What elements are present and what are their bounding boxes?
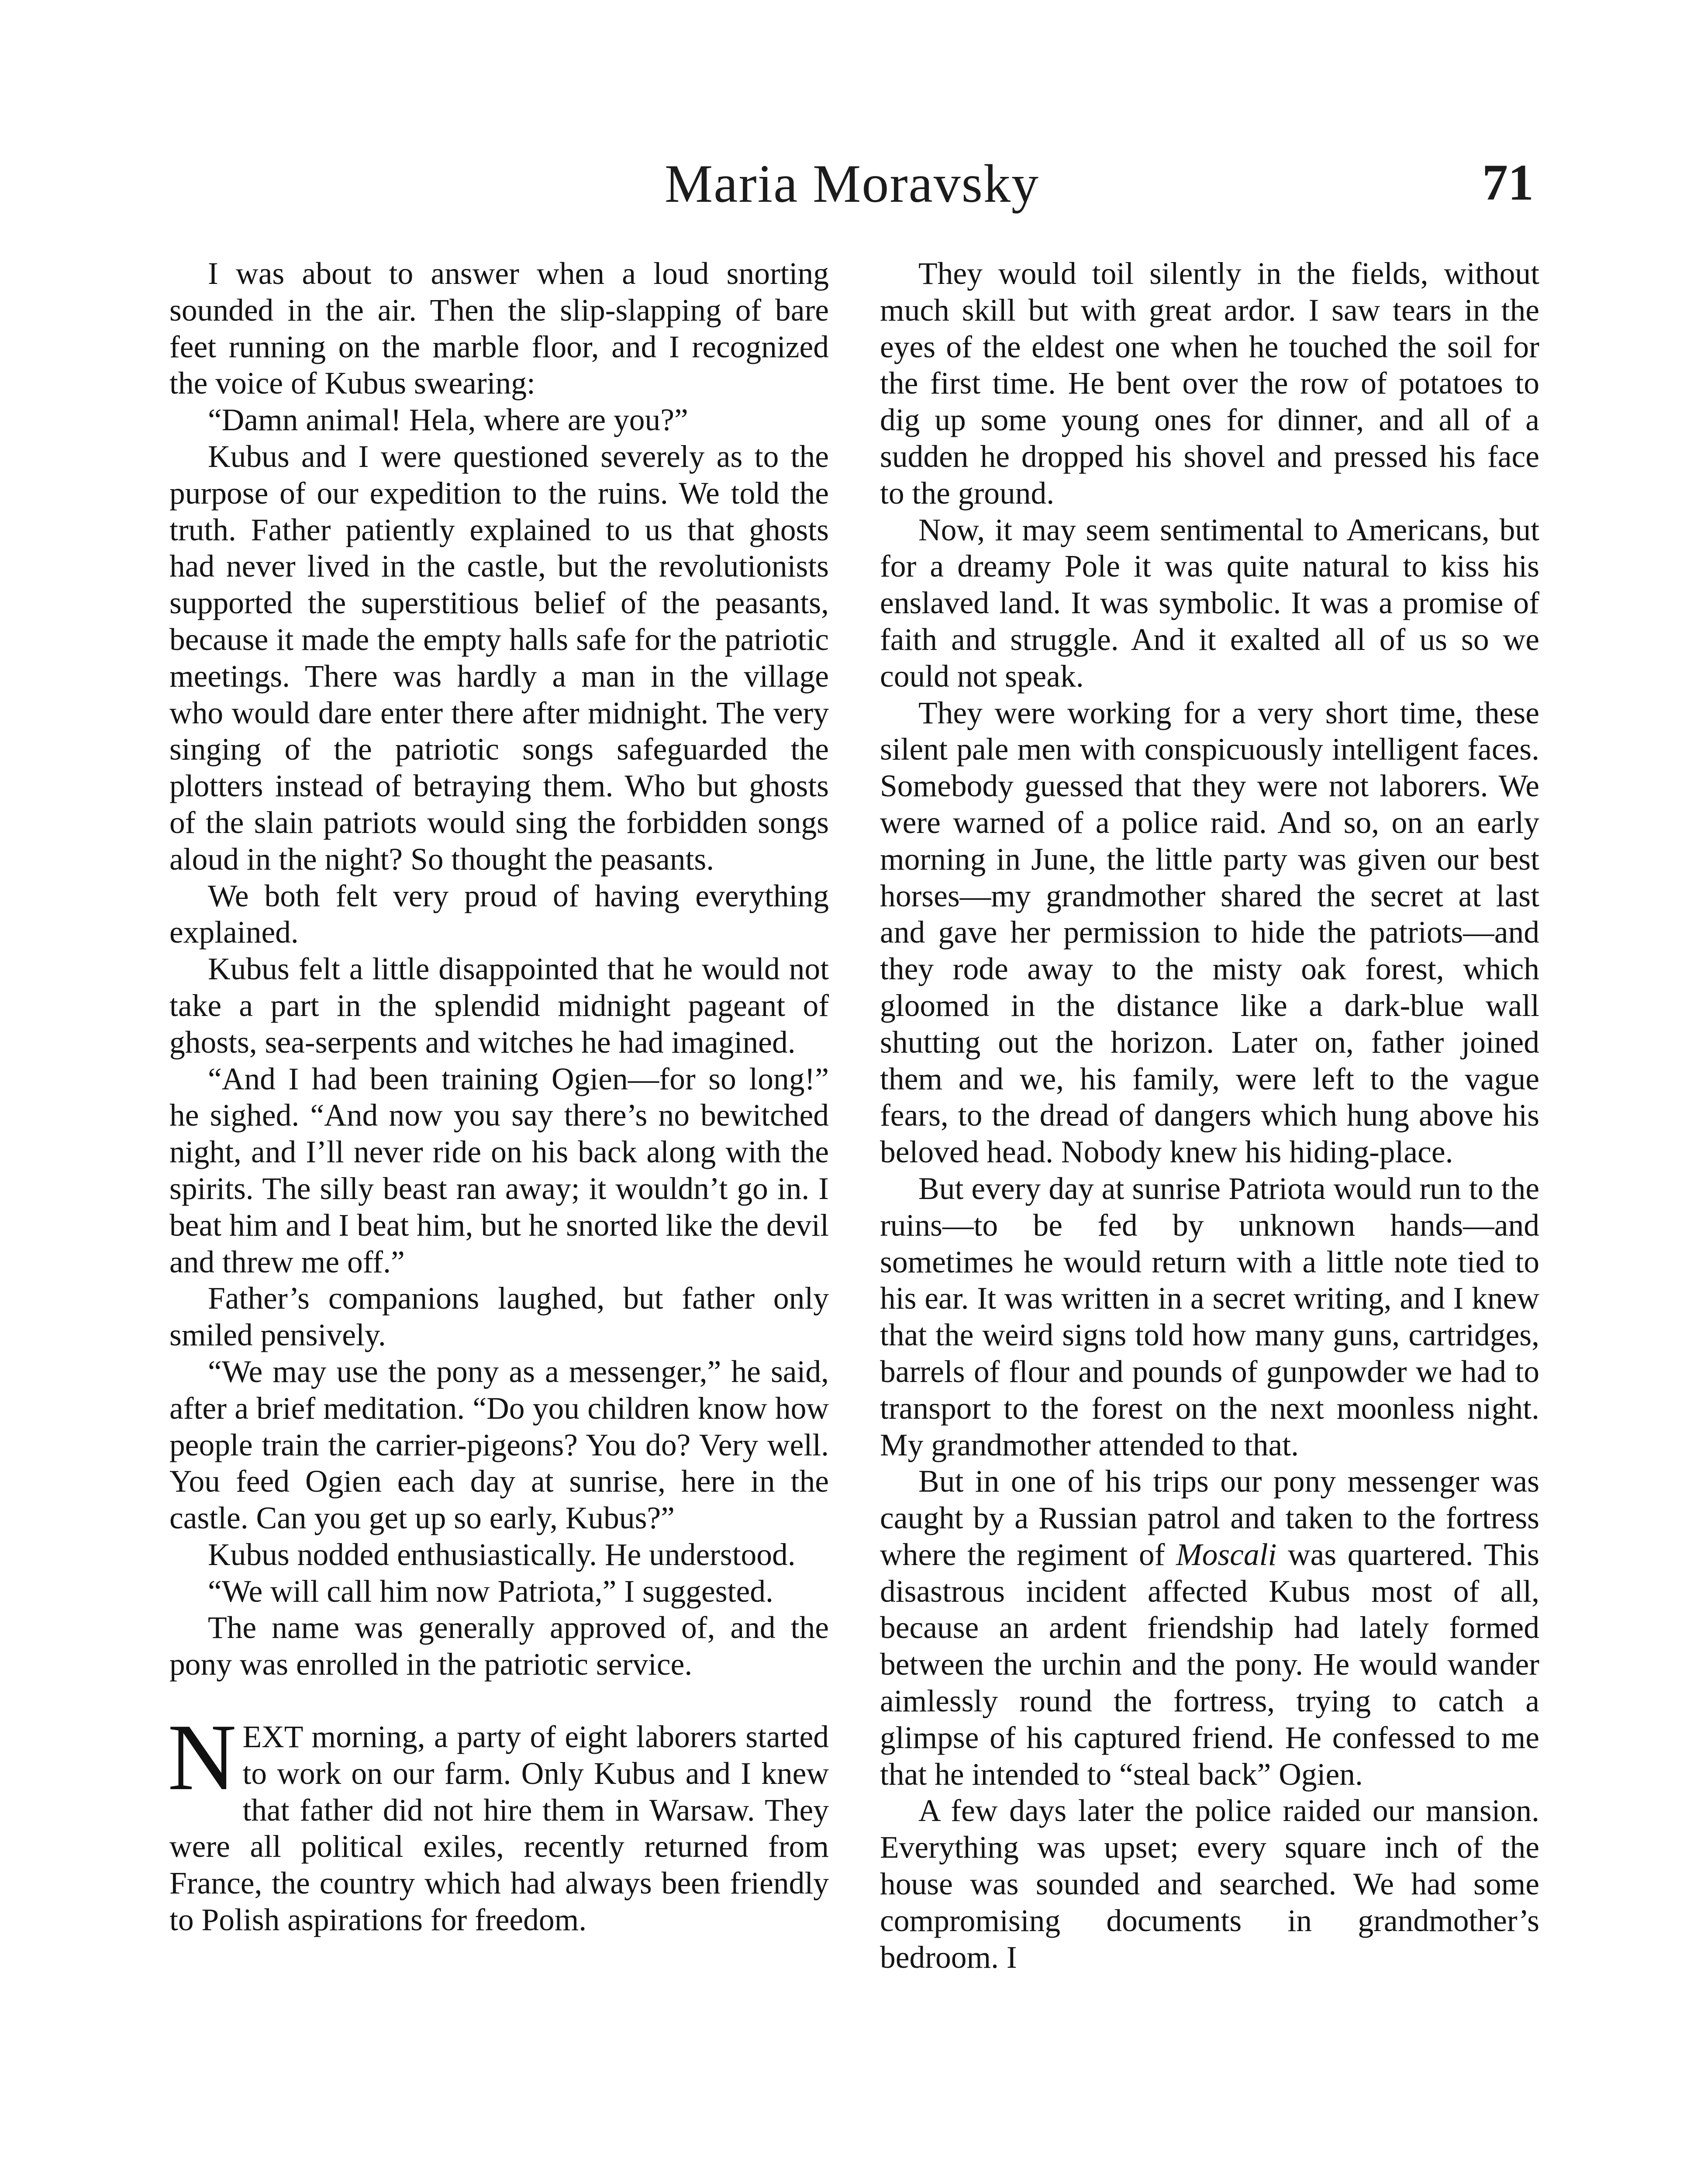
section-opening-paragraph xyxy=(168,1705,829,1939)
paragraph: A few days later the police raided our mansion. Everything was upset; every square inch of the house was sounded and searched. We had some compromising documents in grandmother’s bedroom. I xyxy=(880,1794,1539,1975)
right-column xyxy=(880,256,1539,1976)
paragraph: Kubus felt a little disappointed that he would not take a part in the splendid midnight pageant of ghosts, sea-serpents and witches he had imagined. xyxy=(169,952,829,1060)
paragraph: Father’s companions laughed, but father only smiled pensively. xyxy=(169,1281,829,1353)
paragraph: I was about to answer when a loud snorting sounded in the air. Then the slip-slapping of bare feet running on the marble floor, and I recognized the voice of Kubus swearing: xyxy=(169,256,829,401)
paragraph: The name was generally approved of, and the pony was enrolled in the patriotic service. xyxy=(169,1610,829,1682)
drop-cap-letter: N xyxy=(168,1705,237,1811)
running-title: Maria Moravsky xyxy=(665,154,1039,214)
paragraph: Kubus nodded enthusiastically. He understood. xyxy=(208,1537,796,1572)
paragraph: We both felt very proud of having everything explained. xyxy=(169,878,829,950)
paragraph: They were working for a very short time, these silent pale men with conspicuously intelligent faces. Somebody guessed that they were not laborers. We were warned of a police raid. And so, on an early morning in June, the little party was given our best horses—my grandmother shared the secret at last and gave her permission to hide the patriots—and they rode away to the misty oak forest, which gloomed in the distance like a dark-blue wall shutting out the horizon. Later on, father joined them and we, his family, were left to the vague fears, to the dread of dangers which hung above his beloved head. Nobody knew his hiding-place. xyxy=(880,695,1539,1170)
paragraph: But every day at sunrise Patriota would run to the ruins—to be fed by unknown hands—and sometimes he would return with a little note tied to his ear. It was written in a secret writing, and I knew that the weird signs told how many guns, cartridges, barrels of flour and pounds of gunpowder we had to transport to the forest on the next moonless night. My grandmother attended to that. xyxy=(880,1171,1539,1462)
paragraph: Kubus and I were questioned severely as to the purpose of our expedition to the ruins. We told the truth. Father patiently explained to us that ghosts had never lived in the castle, but the revolutionists supported the superstitious belief of the peasants, because it made the empty halls safe for the patriotic meetings. There was hardly a man in the village who would dare enter there after midnight. The very singing of the patriotic songs safeguarded the plotters instead of betraying them. Who but ghosts of the slain patriots would sing the forbidden songs aloud in the night? So thought the peasants. xyxy=(169,439,829,877)
page-number: 71 xyxy=(1482,154,1534,211)
italic-term: Moscali xyxy=(1176,1537,1277,1572)
paragraph: They would toil silently in the fields, without much skill but with great ardor. I saw tears in the eyes of the eldest one when he touched the soil for the first time. He bent over the row of potatoes to dig up some young ones for dinner, and all of a sudden he dropped his shovel and pressed his face to the ground. xyxy=(880,256,1539,511)
paragraph xyxy=(880,1463,1539,1793)
paragraph-text: But in one of his trips our pony messenger was caught by a Russian patrol and taken to the fortress where the regiment of xyxy=(880,1464,1539,1572)
paragraph: Now, it may seem sentimental to Americans, but for a dreamy Pole it was quite natural to kiss his enslaved land. It was symbolic. It was a promise of faith and struggle. And it exalted all of us so we could not speak. xyxy=(880,512,1539,694)
paragraph: “Damn animal! Hela, where are you?” xyxy=(208,403,688,438)
page-header xyxy=(0,153,1704,223)
paragraph: “And I had been training Ogien—for so long!” he sighed. “And now you say there’s no bewitched night, and I’ll never ride on his back along with the spirits. The silly beast ran away; it wouldn’t go in. I beat him and I beat him, but he snorted like the devil and threw me off.” xyxy=(169,1061,829,1279)
section-opening-text: EXT morning, a party of eight laborers started to work on our farm. Only Kubus and I knew that father did not hire them in Warsaw. They were all political exiles, recently returned from France, the country which had always been friendly to Polish aspirations for freedom. xyxy=(169,1720,829,1938)
paragraph: “We will call him now Patriota,” I suggested. xyxy=(208,1574,773,1609)
paragraph: “We may use the pony as a messenger,” he said, after a brief meditation. “Do you children know how people train the carrier-pigeons? You do? Very well. You feed Ogien each day at sunrise, here in the castle. Can you get up so early, Kubus?” xyxy=(169,1354,829,1536)
paragraph-text: was quartered. This disastrous incident affected Kubus most of all, because an ardent friendship had lately formed between the urchin and the pony. He would wander aimlessly round the fortress, trying to catch a glimpse of his captured friend. He confessed to me that he intended to “steal back” Ogien. xyxy=(880,1537,1539,1792)
left-column xyxy=(169,256,829,1939)
